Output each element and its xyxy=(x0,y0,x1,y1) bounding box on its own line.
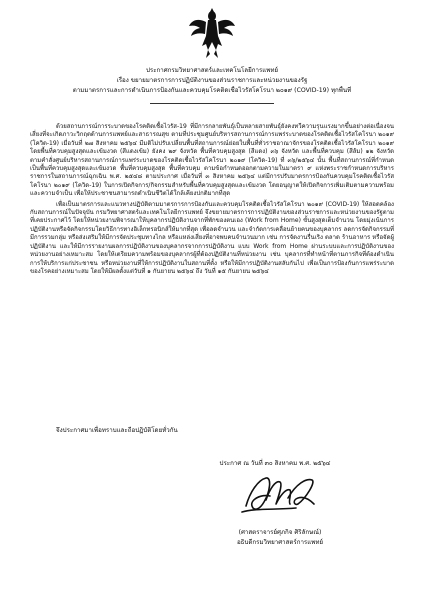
signer-block xyxy=(180,528,380,548)
signer-position: อธิบดีกรมวิทยาศาสตร์การแพทย์ xyxy=(236,539,324,546)
dateline: ประกาศ ณ วันที่ ๓๐ สิงหาคม พ.ศ. ๒๕๖๔ xyxy=(219,460,331,467)
document-header xyxy=(20,66,404,96)
garuda-emblem-icon xyxy=(188,6,236,60)
handwritten-signature xyxy=(236,470,318,520)
body-paragraph-2: เพื่อเป็นมาตรการและแนวทางปฏิบัติตามมาตรการการป้องกันและควบคุมโรคติดเชื้อไวรัสโคโรนา ๒๐๑๙ (COVID-19) ให้สอดคล้องกับสถานการณ์ในปัจจุบัน กรมวิทยาศาสตร์และเทคโนโลยีการแพทย์ จึงขยายมาตรการการปฏิบัติงานของส่วนราชการและหน่วยงานของรัฐตามที่เคยประกาศไว้ โดยให้หน่วยงานพิจารณาให้บุคลากรปฏิบัติงานจากที่พักของตนเอง (Work from Home) ขั้นสูงสุดเต็มจำนวน โดยมุ่งเน้นการปฏิบัติงานหรือจัดกิจกรรมโดยวิธีการทางอิเล็กทรอนิกส์ให้มากที่สุด เพื่อลดจำนวน และจำกัดการเคลื่อนย้ายคนของบุคลากร ลดการจัดกิจกรรมที่มีการรวมกลุ่ม หรือส่งเสริมให้มีการจัดประชุมทางไกล หรือแหล่งเสี่ยงที่อาจพบคนจำนวนมาก เช่น การจัดงานรื่นเริง ตลาด ร้านอาหาร หรือจัดผู้ปฏิบัติงาน และให้มีการรายงานผลการปฏิบัติงานของบุคลากรจากการปฏิบัติงาน แบบ Work from Home ผ่านระบบและการปฏิบัติงานของหน่วยงานอย่างเหมาะสม โดยให้เตรียมความพร้อมของบุคลากรผู้ที่ต้องปฏิบัติงานที่หน่วยงาน เช่น บุคลากรที่ทำหน้าที่ตามภารกิจที่ต้องดำเนินการให้บริการแก่ประชาชน หรือหน่วยงานที่ให้การปฏิบัติงานในสถานที่ตั้ง หรือให้มีการปฏิบัติงานสลับกันไป เพื่อเป็นการป้องกันการแพร่ระบาดของโรคอย่างเหมาะสม โดยให้มีผลตั้งแต่วันที่ ๑ กันยายน ๒๕๖๔ ถึง วันที่ ๑๕ กันยายน ๒๕๖๔ xyxy=(30,200,394,275)
subject-line-2: ตามมาตรการและการดำเนินการป้องกันและควบคุมโรคติดเชื้อไวรัสโคโรนา ๒๐๑๙ (COVID-19) ทุกพื้นที่ xyxy=(72,87,352,94)
announcement-title: ประกาศกรมวิทยาศาสตร์และเทคโนโลยีการแพทย์ xyxy=(145,67,279,74)
document-body xyxy=(30,123,394,276)
signer-name: (ศาสตราจารย์ศุภกิจ ศิริลักษณ์) xyxy=(238,529,322,536)
closing-statement: จึงประกาศมาเพื่อทราบและถือปฏิบัติโดยทั่วกัน xyxy=(56,427,178,434)
body-paragraph-1: ด้วยสถานการณ์การระบาดของโรคติดเชื้อไวรัส-19 ที่มีการกลายพันธุ์เป็นหลายสายพันธุ์ยังคงทวีความรุนแรงมากขึ้นอย่างต่อเนื่องจนเสี่ยงที่จะเกิดภาวะวิกฤตด้านการแพทย์และสาธารณสุข ตามที่ประชุมศูนย์บริหารสถานการณ์การแพร่ระบาดของโรคติดเชื้อไวรัสโคโรนา ๒๐๑๙ (โควิด-19) เมื่อวันที่ ๒๗ สิงหาคม ๒๕๖๔ มีมติไม่ปรับเปลี่ยนพื้นที่สถานการณ์ย่อยในพื้นที่ทั่วราชอาณาจักรของโรคติดเชื้อไวรัสโคโรนา ๒๐๑๙ โดยพื้นที่ควบคุมสูงสุดและเข้มงวด (สีแดงเข้ม) ยังคง ๒๙ จังหวัด พื้นที่ควบคุมสูงสุด (สีแดง) ๓๖ จังหวัด และพื้นที่ควบคุม (สีส้ม) ๑๒ จังหวัด ตามคำสั่งศูนย์บริหารสถานการณ์การแพร่ระบาดของโรคติดเชื้อไวรัสโคโรนา ๒๐๑๙ (โควิด-19) ที่ ๓๖/๒๕๖๔ นั้น พื้นที่สถานการณ์ที่กำหนดเป็นพื้นที่ควบคุมสูงสุดและเข้มงวด พื้นที่ควบคุมสูงสุด พื้นที่ควบคุม ตามข้อกำหนดออกตามความในมาตรา ๙ แห่งพระราชกำหนดการบริหารราชการในสถานการณ์ฉุกเฉิน พ.ศ. ๒๕๔๘ ตามประกาศ เมื่อวันที่ ๓ สิงหาคม ๒๕๖๔ แต่มีการปรับมาตรการป้องกันควบคุมโรคติดเชื้อไวรัสโคโรนา ๒๐๑๙ (โควิด-19) ในการเปิดกิจการ/กิจกรรมสำหรับพื้นที่ควบคุมสูงสุดและเข้มงวด โดยอนุญาตให้เปิดกิจการเพิ่มเติมตามความพร้อมและความจำเป็น เพื่อให้ประชาชนสามารถดำเนินชีวิตได้ใกล้เคียงปกติมากที่สุด xyxy=(30,123,394,198)
header-divider xyxy=(150,103,274,104)
subject-line: เรื่อง ขยายมาตรการการปฏิบัติงานของส่วนราชการและหน่วยงานของรัฐ xyxy=(116,77,308,84)
